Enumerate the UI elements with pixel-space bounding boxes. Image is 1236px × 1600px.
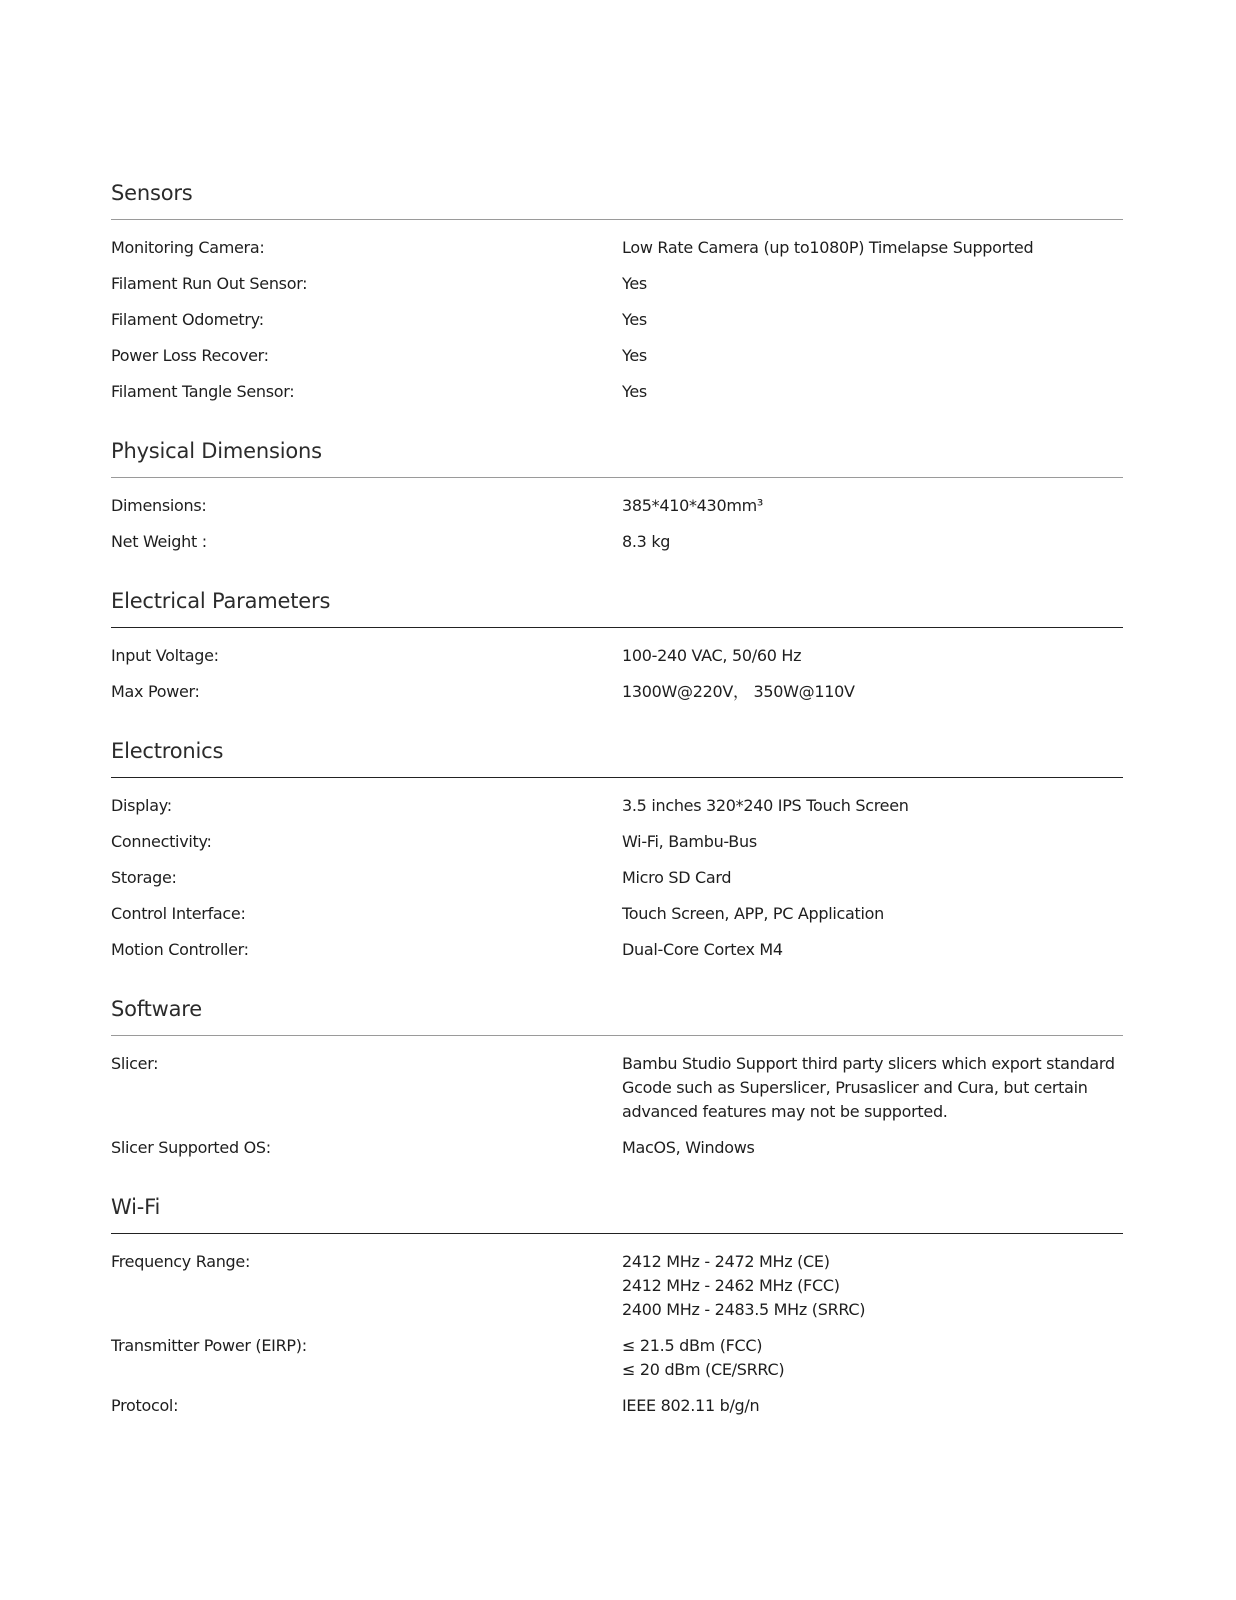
- spec-value: Touch Screen, APP, PC Application: [622, 904, 885, 923]
- section-software: [111, 992, 1123, 1160]
- spec-label: Filament Odometry:: [111, 310, 264, 329]
- spec-value: 2412 MHz - 2472 MHz (CE) 2412 MHz - 2462 MHz (FCC) 2400 MHz - 2483.5 MHz (SRRC): [622, 1252, 866, 1319]
- section-title: Physical Dimensions: [111, 439, 322, 463]
- spec-label: Connectivity:: [111, 832, 212, 851]
- spec-label: Storage:: [111, 868, 177, 887]
- spec-label: Slicer Supported OS:: [111, 1138, 271, 1157]
- spec-row: [111, 308, 1123, 332]
- spec-value: Yes: [622, 310, 647, 329]
- spec-row: [111, 830, 1123, 854]
- spec-value: 100-240 VAC, 50/60 Hz: [622, 646, 802, 665]
- spec-label: Max Power:: [111, 682, 200, 701]
- spec-value: IEEE 802.11 b/g/n: [622, 1396, 760, 1415]
- spec-value: MacOS, Windows: [622, 1138, 755, 1157]
- spec-label: Frequency Range:: [111, 1252, 251, 1271]
- spec-value: ≤ 21.5 dBm (FCC) ≤ 20 dBm (CE/SRRC): [622, 1336, 785, 1379]
- section-title: Electronics: [111, 739, 224, 763]
- spec-label: Motion Controller:: [111, 940, 249, 959]
- spec-row: [111, 530, 1123, 554]
- section-wifi: [111, 1190, 1123, 1418]
- spec-value: Micro SD Card: [622, 868, 732, 887]
- spec-label: Dimensions:: [111, 496, 207, 515]
- spec-row: [111, 344, 1123, 368]
- spec-row: [111, 380, 1123, 404]
- spec-label: Filament Run Out Sensor:: [111, 274, 308, 293]
- spec-label: Control Interface:: [111, 904, 246, 923]
- spec-row: [111, 902, 1123, 926]
- section-title: Software: [111, 997, 202, 1021]
- spec-label: Filament Tangle Sensor:: [111, 382, 295, 401]
- spec-row: [111, 1334, 1123, 1382]
- spec-value: Yes: [622, 382, 647, 401]
- spec-row: [111, 236, 1123, 260]
- section-sensors: [111, 176, 1123, 404]
- spec-label: Transmitter Power (EIRP):: [111, 1336, 307, 1355]
- spec-row: [111, 1052, 1123, 1124]
- spec-value: Low Rate Camera (up to1080P) Timelapse Supported: [622, 238, 1034, 257]
- section-title: Sensors: [111, 181, 193, 205]
- section-physical-dimensions: [111, 434, 1123, 554]
- spec-label: Slicer:: [111, 1054, 159, 1073]
- spec-value: 8.3 kg: [622, 532, 671, 551]
- section-electrical-parameters: [111, 584, 1123, 704]
- spec-row: [111, 794, 1123, 818]
- spec-value: Yes: [622, 274, 647, 293]
- spec-value: 1300W@220V， 350W@110V: [622, 682, 855, 701]
- spec-row: [111, 272, 1123, 296]
- spec-row: [111, 680, 1123, 704]
- spec-label: Power Loss Recover:: [111, 346, 269, 365]
- spec-row: [111, 866, 1123, 890]
- section-title: Electrical Parameters: [111, 589, 331, 613]
- spec-value: Wi-Fi, Bambu-Bus: [622, 832, 757, 851]
- spec-value: Yes: [622, 346, 647, 365]
- spec-value: Dual-Core Cortex M4: [622, 940, 783, 959]
- spec-value: 3.5 inches 320*240 IPS Touch Screen: [622, 796, 909, 815]
- spec-label: Protocol:: [111, 1396, 179, 1415]
- spec-row: [111, 1250, 1123, 1322]
- spec-value: Bambu Studio Support third party slicers which export standard Gcode such as Superslicer, Prusaslicer and Cura, but certain advanced features may not be supported.: [622, 1054, 1115, 1121]
- spec-label: Net Weight :: [111, 532, 207, 551]
- spec-label: Input Voltage:: [111, 646, 219, 665]
- spec-value: 385*410*430mm³: [622, 496, 764, 515]
- spec-row: [111, 494, 1123, 518]
- spec-row: [111, 644, 1123, 668]
- section-title: Wi-Fi: [111, 1195, 161, 1219]
- spec-label: Monitoring Camera:: [111, 238, 265, 257]
- spec-sheet: [111, 176, 1123, 1430]
- section-electronics: [111, 734, 1123, 962]
- spec-row: [111, 1136, 1123, 1160]
- spec-row: [111, 1394, 1123, 1418]
- spec-label: Display:: [111, 796, 172, 815]
- spec-row: [111, 938, 1123, 962]
